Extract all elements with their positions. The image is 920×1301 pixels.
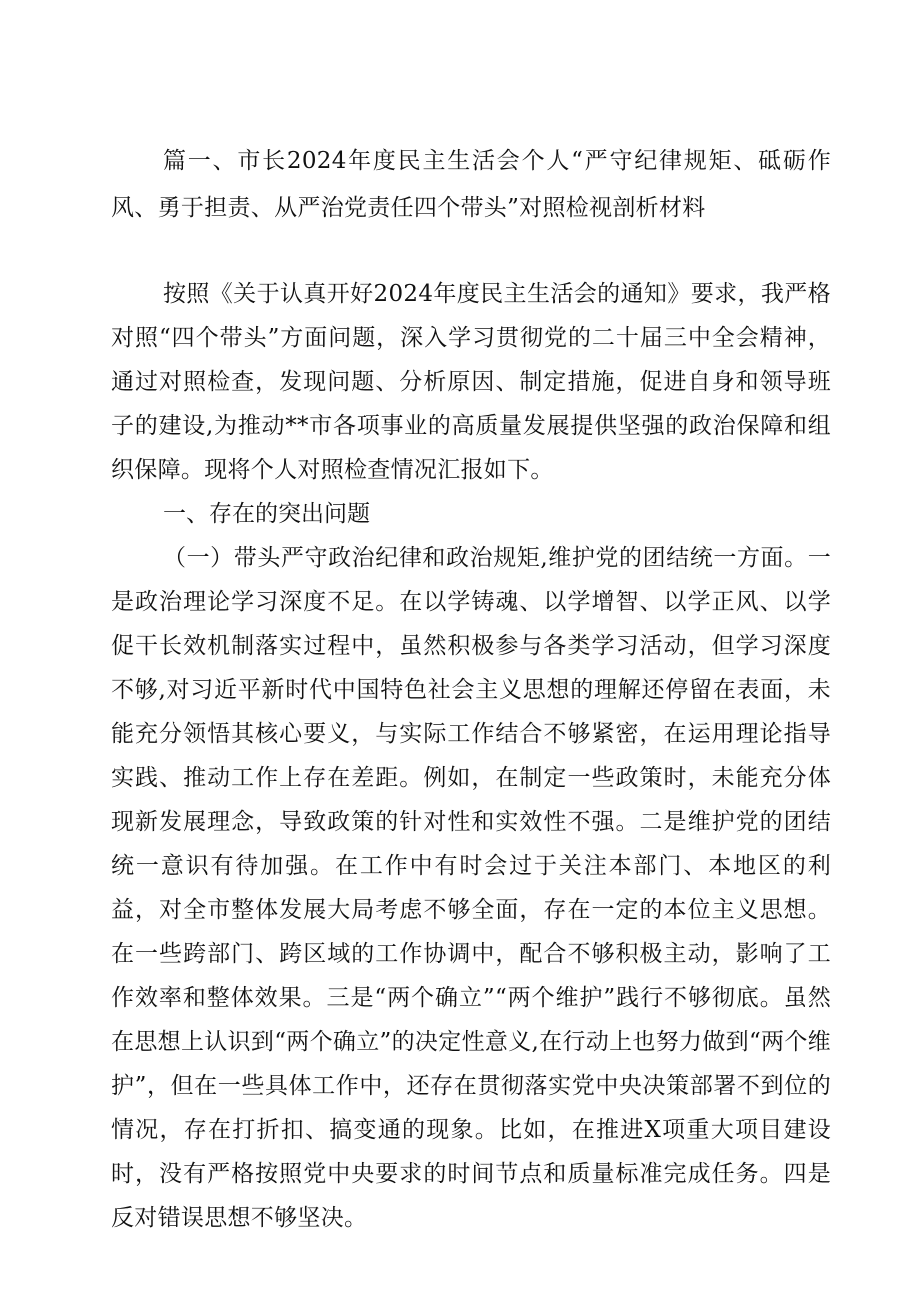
section-1-paragraph: （一）带头严守政治纪律和政治规矩,维护党的团结统一方面。一是政治理论学习深度不足。在以学铸魂、以学增智、以学正风、以学促干长效机制落实过程中，虽然积极参与各类学习活动，但学习深度不够,对习近平新时代中国特色社会主义思想的理解还停留在表面，未能充分领悟其核心要义，与实际工作结合不够紧密，在运用理论指导实践、推动工作上存在差距。例如，在制定一些政策时，未能充分体现新发展理念，导致政策的针对性和实效性不强。二是维护党的团结统一意识有待加强。在工作中有时会过于关注本部门、本地区的利益，对全市整体发展大局考虑不够全面，存在一定的本位主义思想。在一些跨部门、跨区域的工作协调中，配合不够积极主动，影响了工作效率和整体效果。三是“两个确立”“两个维护”践行不够彻底。虽然在思想上认识到“两个确立”的决定性意义,在行动上也努力做到“两个维护”，但在一些具体工作中，还存在贯彻落实党中央决策部署不到位的情况，存在打折扣、搞变通的现象。比如，在推进X项重大项目建设时，没有严格按照党中央要求的时间节点和质量标准完成任务。四是反对错误思想不够坚决。 [111,545,831,1231]
section-heading: 一、存在的突出问题 [163,501,370,527]
document-body [111,272,831,1240]
document-title: 篇一、市长2024年度民主生活会个人“严守纪律规矩、砥砺作风、勇于担责、从严治党责任四个带头”对照检视剖析材料 [111,148,831,221]
intro-paragraph: 按照《关于认真开好2024年度民主生活会的通知》要求，我严格对照“四个带头”方面问题，深入学习贯彻党的二十届三中全会精神，通过对照检查，发现问题、分析原因、制定措施，促进自身和领导班子的建设,为推动**市各项事业的高质量发展提供坚强的政治保障和组织保障。现将个人对照检查情况汇报如下。 [111,281,831,483]
